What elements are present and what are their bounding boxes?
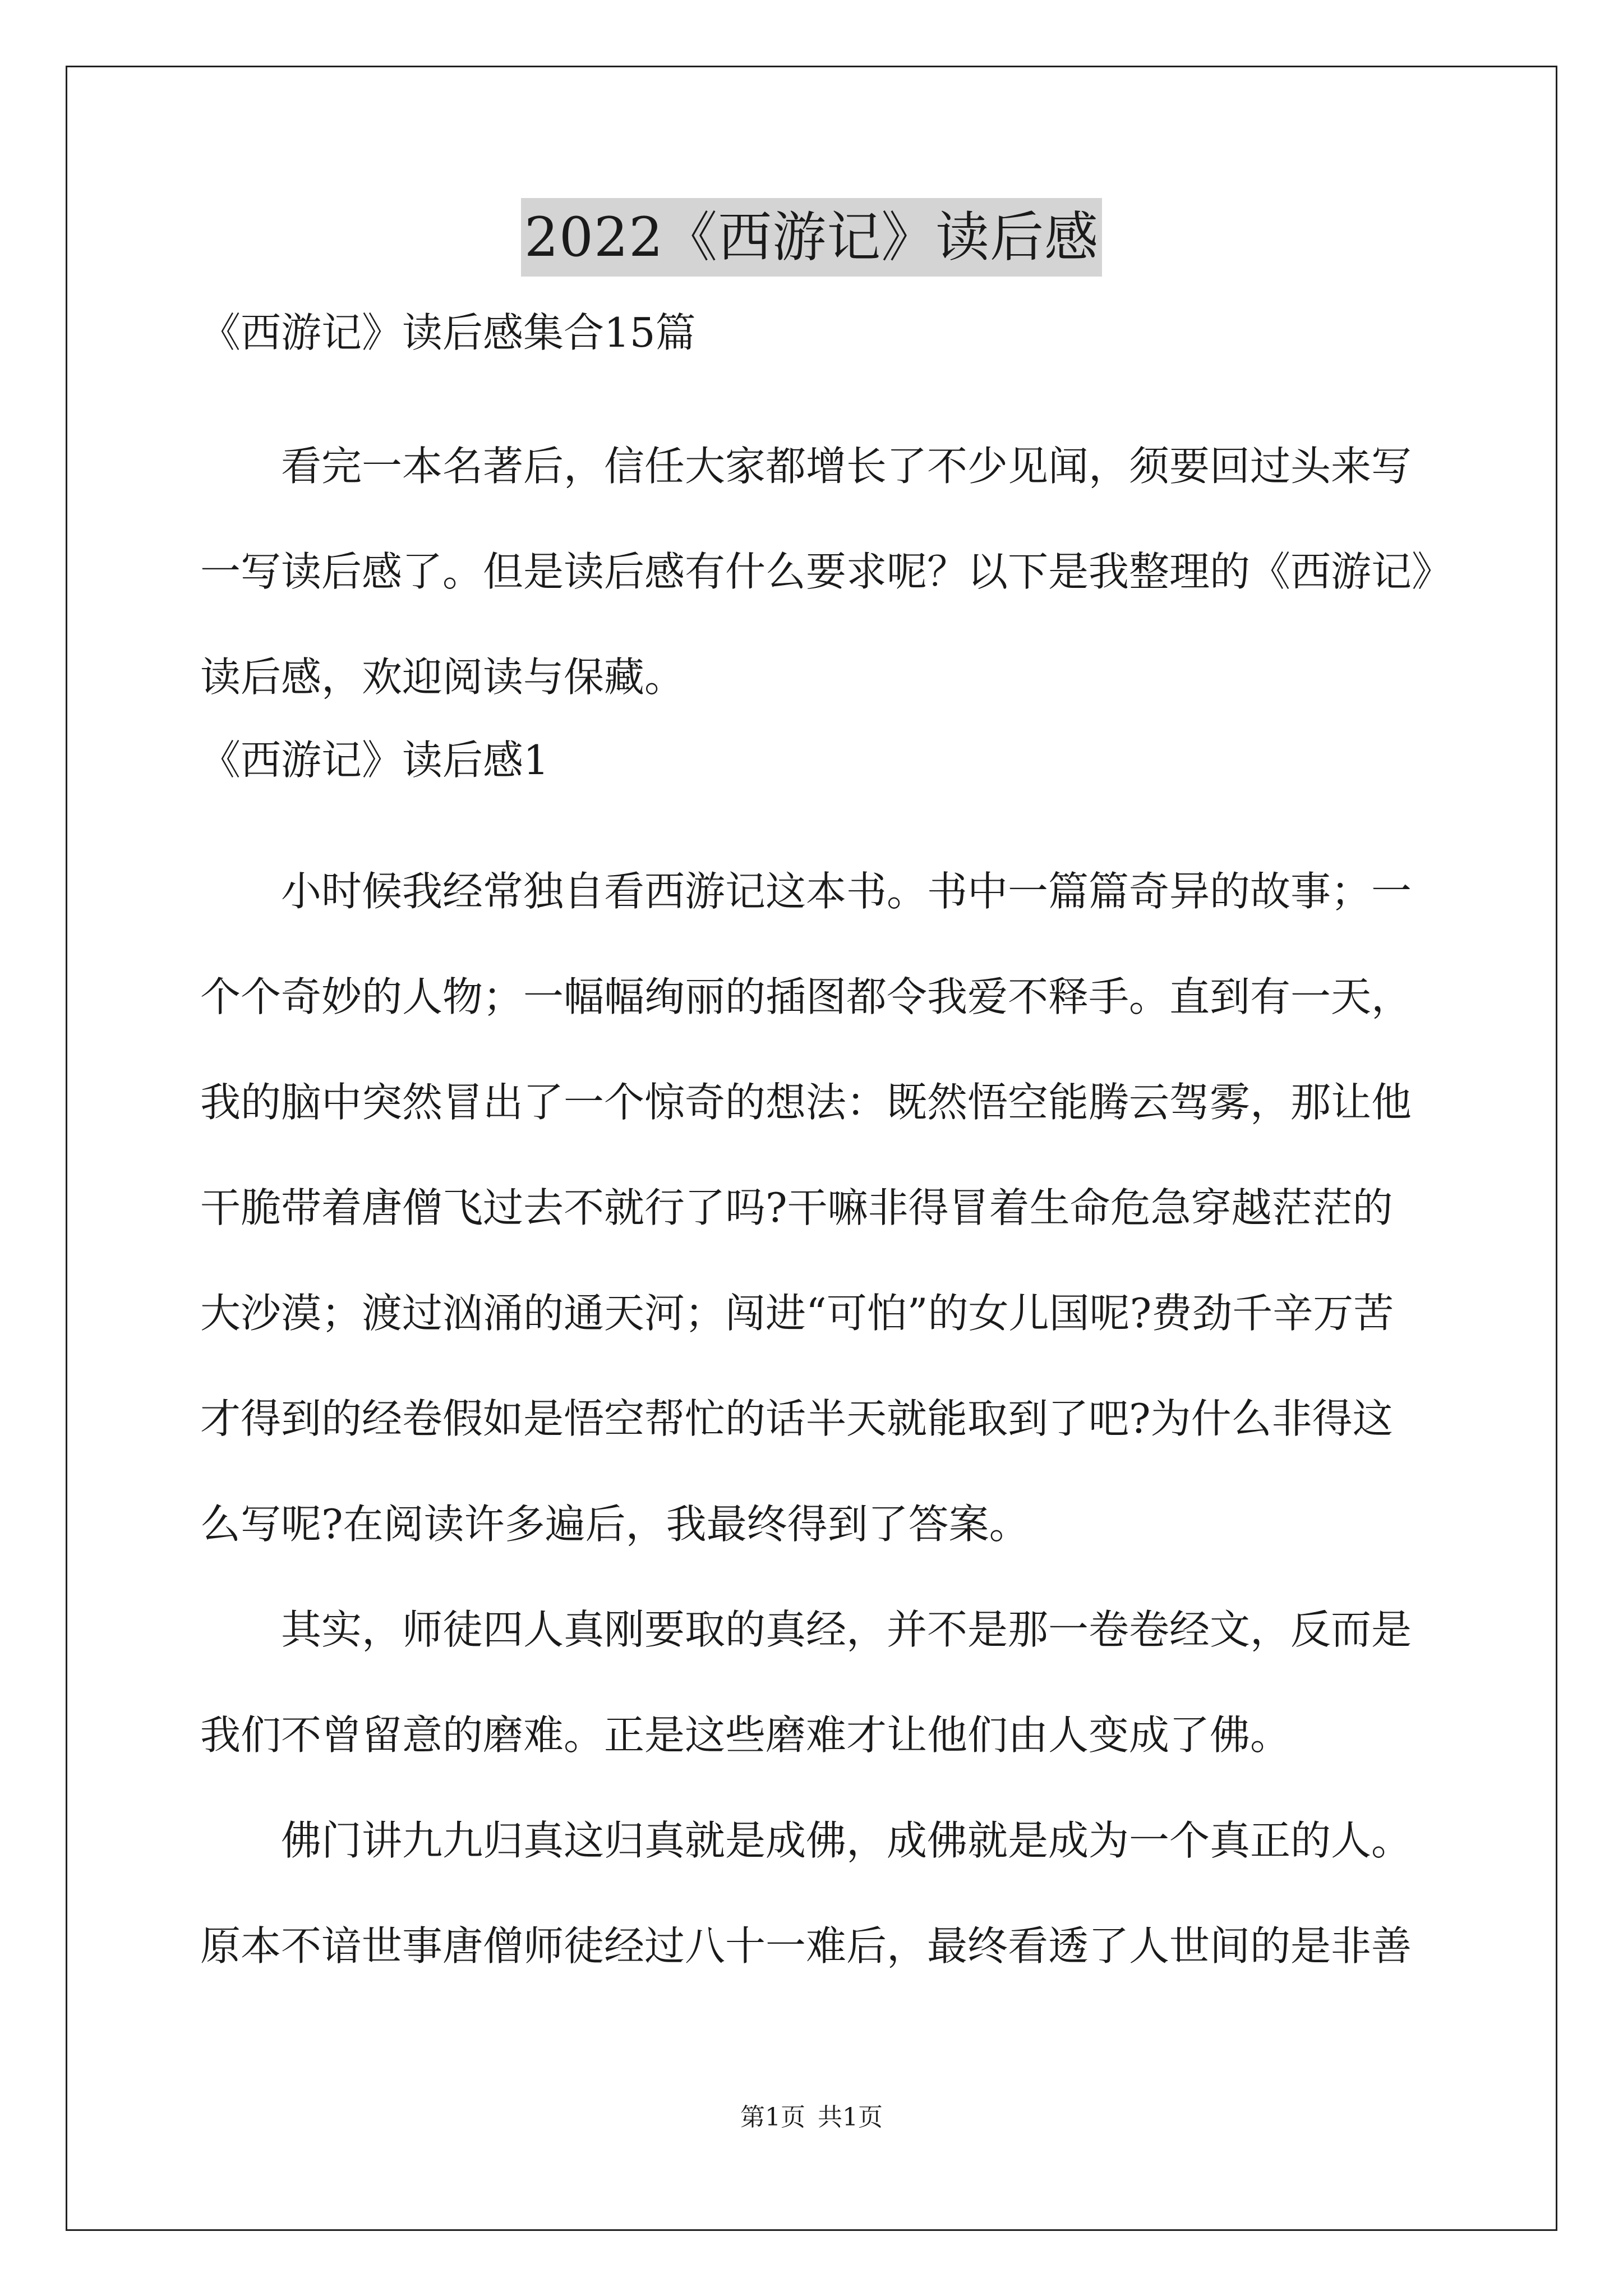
paragraph-line: 读后感，欢迎阅读与保藏。 (200, 654, 685, 701)
paragraph-line: 大沙漠；渡过汹涌的通天河；闯进“可怕”的女儿国呢?费劲千辛万苦 (200, 1290, 1394, 1337)
paragraph-line: 干脆带着唐僧飞过去不就行了吗?干嘛非得冒着生命危急穿越茫茫的 (200, 1184, 1393, 1231)
paragraph-3 (200, 1788, 1434, 1999)
paragraph-line: 佛门讲九九归真这归真就是成佛，成佛就是成为一个真正的人。 (281, 1817, 1412, 1864)
paragraph-line: 一写读后感了。但是读后感有什么要求呢？以下是我整理的《西游记》 (200, 548, 1453, 595)
paragraph-line: 原本不谙世事唐僧师徒经过八十一难后，最终看透了人世间的是非善 (200, 1922, 1412, 1970)
document-body (200, 306, 1453, 1999)
paragraph-1 (200, 839, 1434, 1577)
title-container (0, 198, 1623, 277)
intro-paragraph (200, 413, 1453, 730)
page-footer (0, 2101, 1623, 2134)
section-heading: 《西游记》读后感1 (200, 737, 549, 784)
page-number: 第1页 (740, 2103, 805, 2132)
total-pages: 共1页 (818, 2103, 883, 2132)
paragraph-line: 我的脑中突然冒出了一个惊奇的想法：既然悟空能腾云驾雾，那让他 (200, 1079, 1412, 1126)
paragraph-line: 个个奇妙的人物；一幅幅绚丽的插图都令我爱不释手。直到有一天， (200, 973, 1412, 1020)
subtitle: 《西游记》读后感集合15篇 (200, 309, 696, 356)
paragraph-line: 么写呢?在阅读许多遍后，我最终得到了答案。 (200, 1501, 1030, 1548)
document-title: 2022《西游记》读后感 (521, 198, 1102, 277)
paragraph-2 (200, 1577, 1434, 1788)
paragraph-line: 其实，师徒四人真刚要取的真经，并不是那一卷卷经文，反而是 (281, 1606, 1412, 1653)
paragraph-line: 小时候我经常独自看西游记这本书。书中一篇篇奇异的故事；一 (281, 868, 1412, 915)
paragraph-line: 看完一本名著后，信任大家都增长了不少见闻，须要回过头来写 (281, 443, 1412, 490)
paragraph-line: 才得到的经卷假如是悟空帮忙的话半天就能取到了吧?为什么非得这 (200, 1395, 1393, 1442)
paragraph-line: 我们不曾留意的磨难。正是这些磨难才让他们由人变成了佛。 (200, 1711, 1291, 1759)
